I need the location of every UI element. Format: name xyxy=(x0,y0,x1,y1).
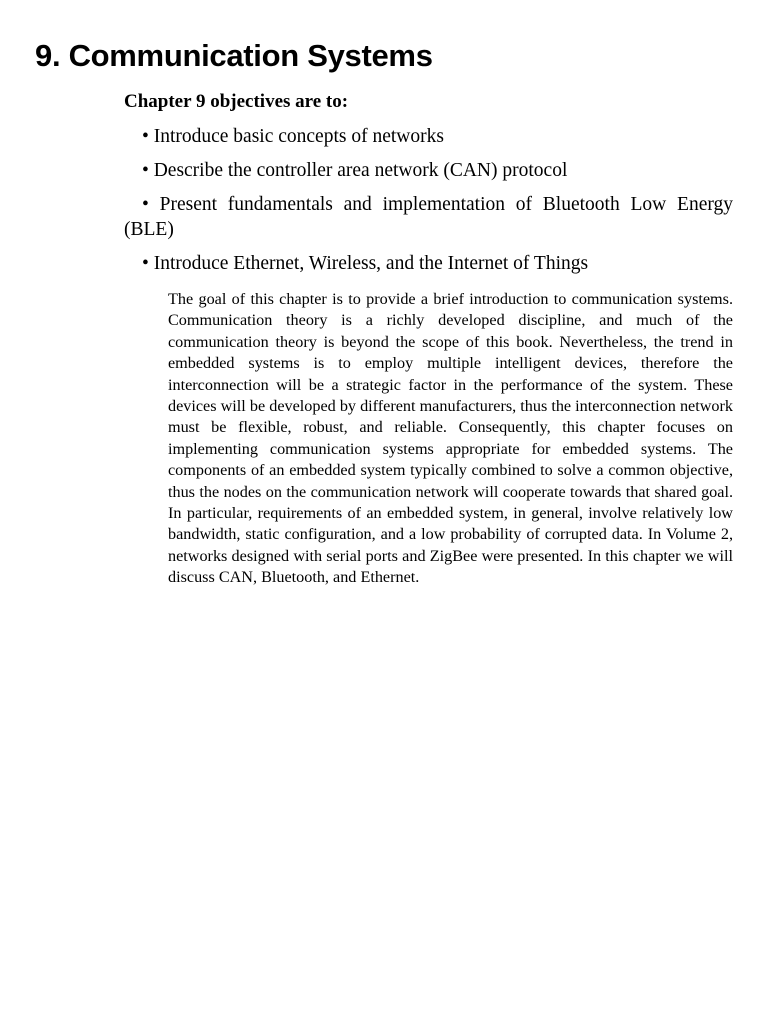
objective-item-networks: • Introduce basic concepts of networks xyxy=(142,126,444,147)
objective-item-ethernet-wireless-iot: • Introduce Ethernet, Wireless, and the Internet of Things xyxy=(142,253,589,274)
chapter-title: 9. Communication Systems xyxy=(35,38,433,73)
objectives-section xyxy=(124,89,733,276)
objective-item-can: • Describe the controller area network (CAN) protocol xyxy=(142,160,568,181)
objectives-heading: Chapter 9 objectives are to: xyxy=(124,91,349,112)
objective-item-ble: • Present fundamentals and implementation of Bluetooth Low Energy (BLE) xyxy=(124,194,733,240)
intro-paragraph: The goal of this chapter is to provide a brief introduction to communication systems. Communication theory is a richly developed discipline, and much of the communication theory is beyond the scope of this book. Nevertheless, the trend in embedded systems is to employ multiple intelligent devices, therefore the interconnection will be a strategic factor in the performance of the system. These devices will be developed by different manufacturers, thus the interconnection network must be flexible, robust, and reliable. Consequently, this chapter focuses on implementing communication systems appropriate for embedded systems. The components of an embedded system typically combined to solve a common objective, thus the nodes on the communication network will cooperate towards that shared goal. In particular, requirements of an embedded system, in general, involve relatively low bandwidth, static configuration, and a low probability of corrupted data. In Volume 2, networks designed with serial ports and ZigBee were presented. In this chapter we will discuss CAN, Bluetooth, and Ethernet. xyxy=(168,290,733,587)
objectives-list xyxy=(124,124,733,276)
